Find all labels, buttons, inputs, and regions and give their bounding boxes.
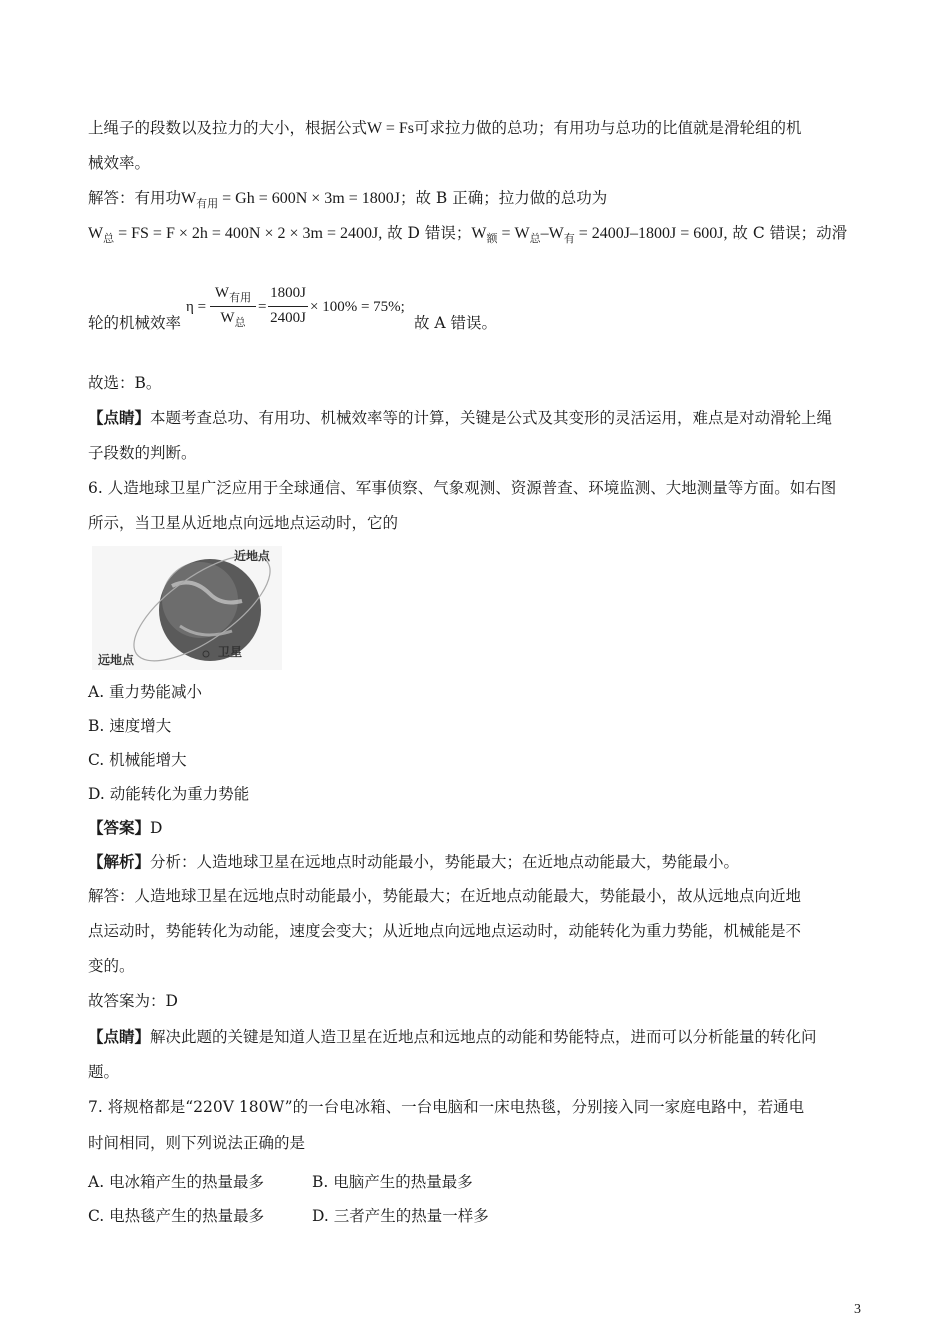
question-text: 7. 将规格都是“220V 180W”的一台电冰箱、一台电脑和一床电热毯，分别接入同一家庭电路中，若通电 xyxy=(88,1098,805,1116)
note-tag: 【点睛】 xyxy=(88,1027,151,1046)
fraction-denominator: $W_总$ xyxy=(220,310,246,329)
formula-tail: × 100% = 75%; xyxy=(310,299,405,315)
label-satellite: 卫星 xyxy=(218,645,243,659)
fraction-numerator: 1800J xyxy=(270,285,306,301)
question-text: 时间相同，则下列说法正确的是 xyxy=(88,1134,306,1152)
text-line: 解答：有用功$W_{有用} = Gh = 600N \times 3m = 1800J$；故 B 正确；拉力做的总功为 xyxy=(88,189,608,210)
option-b: B. 电脑产生的热量最多 xyxy=(312,1173,473,1191)
question-text: 所示，当卫星从近地点向远地点运动时，它的 xyxy=(88,514,399,532)
analysis-line: 【解析】分析：人造地球卫星在远地点时动能最小，势能最大；在近地点动能最大，势能最小。 xyxy=(88,852,740,871)
note-line: 【点睛】解决此题的关键是知道人造卫星在近地点和远地点的动能和势能特点，进而可以分析能量的转化问 xyxy=(88,1027,817,1046)
option-c: C. 机械能增大 xyxy=(88,751,187,769)
analysis-tag: 【解析】 xyxy=(88,852,151,871)
fraction-numerator: $W_{有用}$ xyxy=(214,285,252,304)
note-tag: 【点睛】 xyxy=(88,408,151,427)
text-line: $W_总$ = FS = F × 2h = 400N × 2 × 3m = 2400J, 故 D 错误；$W_额 = W_总-W_有 = 2400J-1800J = 600J$, 故 C 错误；动滑 xyxy=(88,224,848,245)
answer-value: D xyxy=(150,819,163,837)
text-line: 【点睛】本题考查总功、有用功、机械效率等的计算，关键是公式及其变形的灵活运用，难点是对动滑轮上绳 xyxy=(88,408,833,427)
answer-tag: 【答案】 xyxy=(88,818,151,837)
answer-line xyxy=(88,818,162,838)
equals-sign: = xyxy=(258,299,267,315)
label-near-point: 近地点 xyxy=(234,549,271,563)
option-a: A. 重力势能减小 xyxy=(88,683,203,701)
text-line: 故 A 错误。 xyxy=(414,314,498,332)
text-line: 上绳子的段数以及拉力的大小，根据公式W = Fs可求拉力做的总功；有用功与总功的比值就是滑轮组的机 xyxy=(88,119,802,137)
text-line: 题。 xyxy=(88,1063,120,1081)
option-c: C. 电热毯产生的热量最多 xyxy=(88,1207,265,1225)
text-line: 故答案为：D xyxy=(88,992,178,1010)
text-line: 变的。 xyxy=(88,957,135,975)
text-line: 解答：人造地球卫星在远地点时动能最小，势能最大；在近地点动能最大，势能最小，故从远地点向近地 xyxy=(88,887,802,905)
text-line: 故选：B。 xyxy=(88,374,162,392)
fraction-bar xyxy=(210,306,256,307)
eta-symbol: η = xyxy=(186,299,207,315)
satellite-orbit-figure xyxy=(92,546,282,670)
text-line: 轮的机械效率 xyxy=(88,314,182,332)
fraction-bar xyxy=(268,306,308,307)
option-d: D. 三者产生的热量一样多 xyxy=(312,1207,489,1225)
page-number: 3 xyxy=(854,1302,861,1317)
fraction-denominator: 2400J xyxy=(270,310,306,326)
label-far-point: 远地点 xyxy=(98,653,135,667)
text-line: 点运动时，势能转化为动能，速度会变大；从近地点向远地点运动时，动能转化为重力势能，机械能是不 xyxy=(88,922,802,940)
text-line: 械效率。 xyxy=(88,154,151,172)
text-line: 子段数的判断。 xyxy=(88,444,197,462)
question-text: 6. 人造地球卫星广泛应用于全球通信、军事侦察、气象观测、资源普查、环境监测、大地测量等方面。如右图 xyxy=(88,479,837,497)
option-d: D. 动能转化为重力势能 xyxy=(88,785,250,803)
option-b: B. 速度增大 xyxy=(88,717,172,735)
option-a: A. 电冰箱产生的热量最多 xyxy=(88,1173,265,1191)
formula: W = Fs xyxy=(367,120,414,137)
